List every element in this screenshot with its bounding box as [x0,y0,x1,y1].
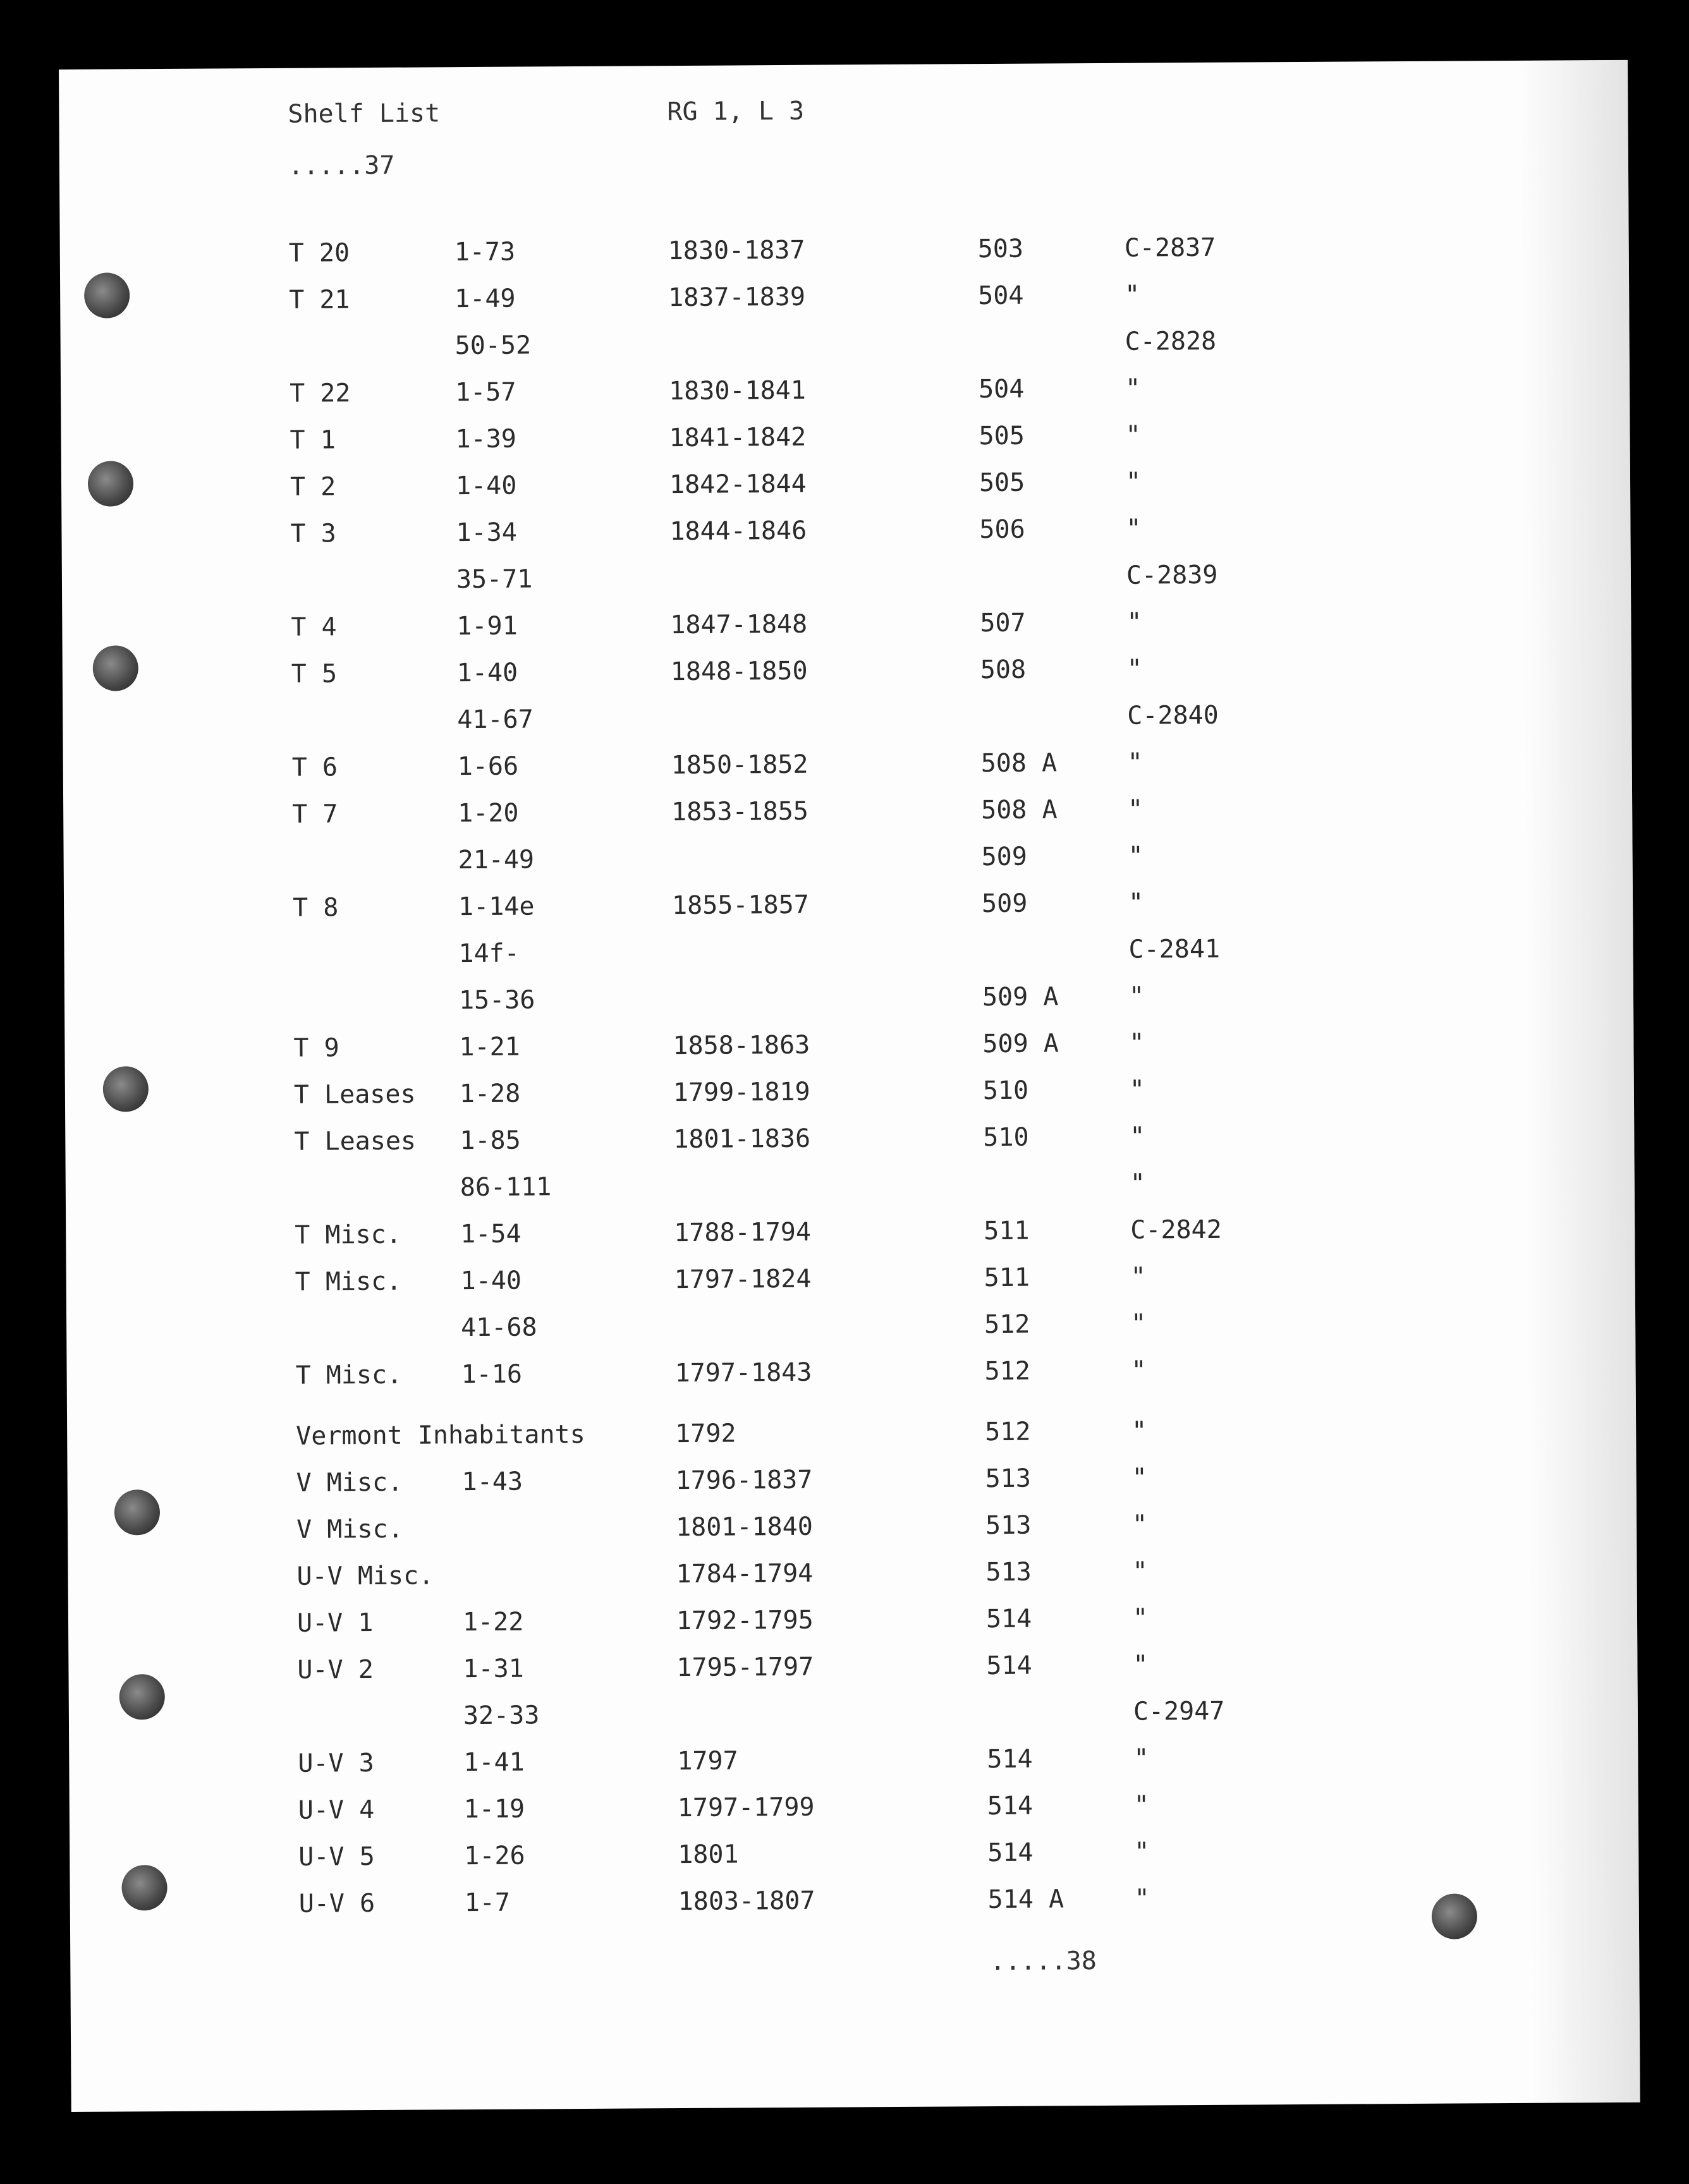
table-row [295,1168,1306,1221]
catalog-ref: " [1133,1790,1150,1820]
series-id: T 6 [291,753,338,782]
catalog-ref: " [1131,1356,1147,1385]
table-row [294,1121,1305,1174]
catalog-ref: C-2841 [1128,934,1221,964]
volume-range: 32-33 [463,1701,540,1731]
shelf-list-title: Shelf List [288,99,441,129]
catalog-ref: " [1130,1122,1145,1151]
volume-range: 1-40 [455,471,517,501]
catalog-ref: " [1131,1416,1147,1446]
volume-range: 1-85 [460,1125,521,1156]
series-id: T 5 [291,659,338,689]
table-row [297,1603,1308,1656]
table-row [289,279,1300,332]
catalog-ref: " [1133,1650,1149,1680]
year-range: 1788-1794 [674,1217,812,1248]
year-range: 1797 [677,1746,738,1776]
box-number: 513 [985,1510,1032,1541]
year-range: 1803-1807 [678,1886,815,1917]
catalog-ref: " [1129,1075,1145,1105]
year-range: 1853-1855 [671,796,809,827]
series-id: T 9 [293,1033,339,1063]
table-row [295,1261,1307,1314]
box-number: 506 [979,514,1025,545]
catalog-ref: C-2839 [1126,560,1218,590]
box-number: 514 [987,1791,1034,1821]
table-row [291,653,1303,707]
catalog-ref: " [1126,607,1142,637]
table-row [295,1215,1306,1268]
series-id: T 21 [289,285,350,315]
series-id: T Leases [294,1126,417,1156]
volume-range: 1-39 [455,424,517,454]
table-row [292,747,1303,800]
box-number: 505 [979,468,1025,498]
catalog-ref: " [1130,1168,1146,1198]
box-number: 505 [979,421,1025,451]
volume-range: 1-41 [463,1747,525,1778]
box-number: 503 [977,234,1024,264]
series-id: T Leases [293,1079,416,1110]
catalog-ref: " [1128,888,1144,918]
year-range: 1855-1857 [671,890,809,921]
series-id: U-V 1 [296,1608,374,1638]
volume-range: 35-71 [456,564,533,595]
box-number: 512 [985,1417,1031,1447]
table-row [292,794,1303,847]
box-number: 514 A [987,1884,1064,1915]
volume-range: 21-49 [458,845,535,875]
series-id: T 8 [292,893,339,923]
series-id: V Misc. [296,1467,403,1498]
box-number: 509 [981,842,1028,872]
year-range: 1784-1794 [676,1558,814,1589]
volume-range: 41-67 [457,705,534,735]
catalog-ref: " [1130,1262,1146,1292]
series-id: T 1 [290,425,336,455]
series-id: U-V Misc. [296,1561,434,1591]
catalog-ref: " [1126,654,1143,684]
volume-range: 1-66 [457,751,519,782]
catalog-ref: " [1126,514,1142,543]
series-id: U-V 3 [298,1749,374,1778]
year-range: 1796-1837 [675,1465,813,1496]
volume-range: 41-68 [461,1313,537,1343]
volume-range: 1-73 [454,237,516,267]
table-row [291,607,1302,660]
box-number: 508 A [980,748,1058,779]
punch-hole [119,1674,165,1720]
catalog-ref: " [1132,1556,1148,1586]
year-range: 1848-1850 [670,656,808,687]
catalog-ref: C-2842 [1130,1215,1222,1245]
table-row [293,887,1304,940]
volume-range: 1-31 [463,1654,524,1684]
catalog-ref: " [1131,1309,1147,1338]
series-id: V Misc. [296,1514,403,1544]
series-id: T Misc. [295,1360,403,1390]
volume-range: 1-91 [456,611,518,641]
volume-range: 1-40 [460,1266,522,1296]
volume-range: 86-111 [460,1172,552,1203]
series-id: U-V 6 [298,1888,375,1919]
volume-range: 14f- [458,938,520,969]
table-row [290,513,1302,566]
box-number: 509 A [982,1029,1059,1059]
year-range: 1797-1843 [674,1357,812,1388]
year-range: 1858-1863 [673,1030,810,1061]
year-range: 1842-1844 [669,469,807,500]
document-page [59,60,1640,2112]
catalog-ref: " [1134,1884,1150,1914]
series-id: T 22 [289,379,351,408]
volume-range: 1-49 [454,284,516,314]
table-row [290,466,1302,519]
box-number: 514 [987,1838,1034,1868]
table-row [298,1696,1309,1749]
table-row [291,560,1302,613]
series-id: T Misc. [295,1266,402,1297]
volume-range: 1-21 [459,1032,520,1062]
year-range: 1801-1840 [675,1512,813,1543]
box-number: 514 [986,1651,1032,1681]
year-range: 1847-1848 [670,609,808,640]
volume-range: 1-40 [456,658,518,688]
catalog-ref: " [1128,794,1143,824]
volume-range: 1-28 [459,1079,521,1109]
table-row [298,1743,1309,1796]
table-row [299,1883,1310,1936]
box-number: 511 [984,1263,1030,1293]
box-number: 512 [984,1309,1030,1340]
volume-range: 1-14e [458,892,535,922]
series-id: U-V 5 [298,1842,375,1872]
year-range: 1850-1852 [671,749,808,780]
punch-hole [84,272,130,318]
year-range: 1792 [675,1419,736,1449]
year-range: 1844-1846 [669,516,807,547]
year-range: 1799-1819 [673,1077,810,1108]
table-row [298,1836,1310,1890]
table-row [297,1649,1308,1702]
box-number: 504 [978,281,1024,311]
box-number: 507 [980,608,1026,638]
year-range: 1795-1797 [676,1652,814,1683]
series-id: U-V 2 [297,1655,374,1685]
volume-range: 50-52 [454,331,532,361]
continued-from-marker: .....37 [288,150,395,181]
year-range: 1841-1842 [669,422,807,453]
series-id: Vermont Inhabitants [296,1419,585,1451]
box-number: 511 [984,1216,1030,1246]
table-row [298,1790,1310,1843]
catalog-ref: " [1134,1837,1150,1867]
box-number: 514 [985,1604,1032,1634]
year-range: 1797-1799 [677,1792,815,1823]
table-row [295,1308,1307,1361]
table-row [296,1416,1307,1469]
catalog-ref: C-2828 [1125,326,1217,356]
volume-range: 1-26 [464,1841,525,1871]
volume-range: 1-7 [464,1888,511,1918]
table-row [296,1462,1308,1515]
catalog-ref: " [1133,1744,1149,1773]
catalog-ref: " [1131,1463,1147,1493]
table-row [293,1028,1305,1081]
volume-range: 1-22 [462,1607,524,1637]
volume-range: 1-16 [461,1359,523,1390]
box-number: 508 A [981,795,1058,825]
punch-hole [88,461,133,506]
box-number: 510 [982,1076,1029,1106]
box-number: 510 [983,1122,1029,1153]
box-number: 514 [987,1744,1033,1774]
box-number: 504 [978,374,1025,404]
table-row [293,981,1305,1034]
punch-hole [1432,1893,1477,1939]
box-number: 513 [985,1464,1032,1494]
year-range: 1792-1795 [676,1605,814,1636]
series-id: T Misc. [295,1220,401,1250]
punch-hole [121,1865,167,1910]
catalog-ref: " [1128,981,1145,1011]
catalog-ref: " [1128,841,1143,871]
volume-range: 1-19 [463,1794,525,1824]
year-range: 1830-1837 [668,235,805,266]
catalog-ref: " [1125,420,1141,450]
series-id: T 7 [292,799,338,829]
continued-on-marker: .....38 [990,1946,1097,1977]
table-row [290,373,1301,426]
year-range: 1830-1841 [668,375,807,406]
table-row [296,1509,1308,1562]
catalog-ref: " [1125,467,1142,497]
catalog-ref: " [1125,373,1141,403]
series-id: T 2 [290,472,336,502]
year-range: 1797-1824 [674,1264,812,1295]
box-number: 512 [984,1356,1031,1386]
box-number: 513 [985,1557,1032,1587]
table-row [293,840,1304,894]
year-range: 1801 [678,1840,739,1870]
catalog-ref: " [1127,748,1143,777]
catalog-ref: " [1125,280,1140,310]
table-row [294,1074,1305,1127]
table-row [291,700,1303,753]
punch-hole [114,1489,160,1535]
punch-hole [103,1066,149,1112]
table-row [290,420,1301,473]
volume-range: 1-57 [454,377,516,408]
catalog-ref: " [1131,1510,1148,1539]
box-number: 509 [981,889,1028,919]
record-group-label: RG 1, L 3 [667,96,805,127]
volume-range: 15-36 [458,985,535,1016]
volume-range: 1-20 [458,798,519,828]
punch-hole [93,645,138,691]
table-row [296,1556,1308,1609]
table-row [290,326,1301,379]
volume-range: 1-34 [456,518,517,548]
volume-range: 1-43 [461,1467,523,1497]
table-row [295,1355,1307,1408]
series-id: U-V 4 [298,1795,375,1825]
table-row [289,233,1300,286]
catalog-ref: " [1129,1028,1145,1058]
catalog-ref: C-2840 [1127,700,1219,731]
box-number: 509 A [982,982,1059,1012]
volume-range: 1-54 [460,1219,521,1249]
year-range: 1801-1836 [673,1124,811,1155]
catalog-ref: C-2837 [1124,233,1216,263]
table-row [293,934,1304,987]
catalog-ref: " [1132,1603,1149,1633]
shelf-list-table [289,233,1310,1936]
catalog-ref: C-2947 [1133,1696,1225,1726]
year-range: 1837-1839 [668,282,806,313]
box-number: 508 [980,655,1027,685]
series-id: T 4 [291,612,337,642]
series-id: T 20 [288,238,350,268]
series-id: T 3 [290,519,336,549]
